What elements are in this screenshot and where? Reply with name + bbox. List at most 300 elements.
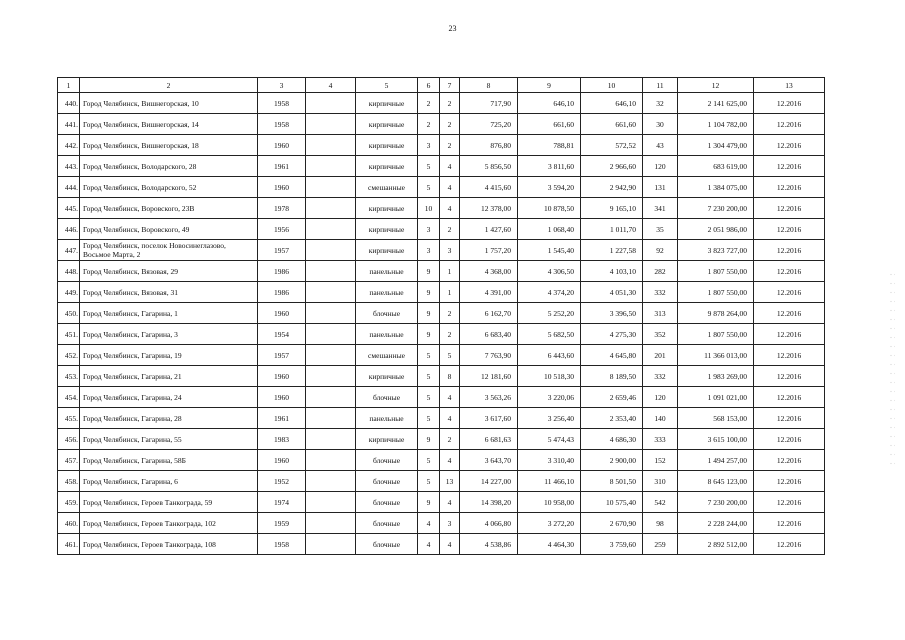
table-row: [58, 114, 825, 135]
table-row: [58, 177, 825, 198]
table-cell: 646,10: [518, 93, 581, 114]
table-cell: 1961: [258, 156, 306, 177]
table-cell: 5: [418, 345, 440, 366]
table-row: [58, 471, 825, 492]
table-cell: [306, 156, 356, 177]
table-cell: 5: [418, 471, 440, 492]
table-cell: 4: [440, 534, 460, 555]
table-cell: 725,20: [460, 114, 518, 135]
table-row: [58, 387, 825, 408]
table-cell: 568 153,00: [678, 408, 754, 429]
table-cell: 4: [440, 198, 460, 219]
table-cell: Город Челябинск, Героев Танкограда, 59: [80, 492, 258, 513]
table-cell: 1958: [258, 114, 306, 135]
table-cell: 35: [643, 219, 678, 240]
table-cell: кирпичные: [356, 198, 418, 219]
table-cell: 4: [418, 534, 440, 555]
column-number-header: 4: [306, 78, 356, 93]
column-number-header: 10: [581, 78, 643, 93]
table-cell: 11 466,10: [518, 471, 581, 492]
table-cell: 445.: [58, 198, 80, 219]
table-cell: 8: [440, 366, 460, 387]
table-cell: 6 681,63: [460, 429, 518, 450]
table-cell: 2: [418, 114, 440, 135]
table-cell: 2: [440, 303, 460, 324]
table-cell: кирпичные: [356, 114, 418, 135]
table-cell: 1 068,40: [518, 219, 581, 240]
table-cell: 10 878,50: [518, 198, 581, 219]
table-cell: 12 378,00: [460, 198, 518, 219]
table-row: [58, 534, 825, 555]
column-number-header: 7: [440, 78, 460, 93]
table-cell: 5: [418, 408, 440, 429]
table-cell: 9: [418, 429, 440, 450]
table-cell: 12.2016: [754, 261, 825, 282]
table-cell: 120: [643, 156, 678, 177]
table-cell: Город Челябинск, Гагарина, 3: [80, 324, 258, 345]
table-cell: смешанные: [356, 177, 418, 198]
table-cell: 542: [643, 492, 678, 513]
table-cell: кирпичные: [356, 135, 418, 156]
table-cell: Город Челябинск, Героев Танкограда, 108: [80, 534, 258, 555]
table-cell: 2: [440, 93, 460, 114]
table-cell: 2 670,90: [581, 513, 643, 534]
table-cell: 3: [418, 135, 440, 156]
table-cell: 1 104 782,00: [678, 114, 754, 135]
table-cell: Город Челябинск, Гагарина, 28: [80, 408, 258, 429]
table-cell: [306, 387, 356, 408]
table-cell: 9 165,10: [581, 198, 643, 219]
column-number-header: 6: [418, 78, 440, 93]
table-cell: 332: [643, 282, 678, 303]
table-cell: 4: [440, 156, 460, 177]
table-cell: смешанные: [356, 345, 418, 366]
table-cell: 12.2016: [754, 219, 825, 240]
table-cell: 1 091 021,00: [678, 387, 754, 408]
table-cell: 1986: [258, 261, 306, 282]
table-cell: 1960: [258, 450, 306, 471]
table-row: [58, 450, 825, 471]
table-cell: 4: [418, 513, 440, 534]
column-number-header: 8: [460, 78, 518, 93]
table-cell: 2 228 244,00: [678, 513, 754, 534]
table-cell: 12.2016: [754, 366, 825, 387]
column-number-header: 11: [643, 78, 678, 93]
table-cell: [306, 324, 356, 345]
table-cell: 1958: [258, 93, 306, 114]
column-number-header: 3: [258, 78, 306, 93]
table-cell: 7 230 200,00: [678, 198, 754, 219]
table-cell: 1 384 075,00: [678, 177, 754, 198]
table-cell: 1957: [258, 345, 306, 366]
table-cell: 12.2016: [754, 303, 825, 324]
table-cell: 450.: [58, 303, 80, 324]
table-cell: 4 415,60: [460, 177, 518, 198]
column-number-header: 5: [356, 78, 418, 93]
table-cell: 2: [440, 135, 460, 156]
table-cell: 454.: [58, 387, 80, 408]
table-cell: 3 256,40: [518, 408, 581, 429]
table-cell: 12.2016: [754, 534, 825, 555]
table-row: [58, 198, 825, 219]
table-cell: панельные: [356, 261, 418, 282]
table-cell: 92: [643, 240, 678, 261]
table-cell: 8 501,50: [581, 471, 643, 492]
table-cell: 443.: [58, 156, 80, 177]
table-cell: 446.: [58, 219, 80, 240]
table-cell: Город Челябинск, Гагарина, 21: [80, 366, 258, 387]
table-cell: 10 518,30: [518, 366, 581, 387]
table-cell: 1 427,60: [460, 219, 518, 240]
table-cell: 2: [418, 93, 440, 114]
table-cell: 43: [643, 135, 678, 156]
table-cell: 8 645 123,00: [678, 471, 754, 492]
table-cell: 5: [418, 387, 440, 408]
table-cell: 572,52: [581, 135, 643, 156]
table-cell: 2: [440, 219, 460, 240]
table-cell: 1960: [258, 135, 306, 156]
table-cell: 2 141 625,00: [678, 93, 754, 114]
table-cell: 10 958,00: [518, 492, 581, 513]
table-cell: 14 398,20: [460, 492, 518, 513]
table-cell: 12.2016: [754, 177, 825, 198]
table-cell: 5: [418, 156, 440, 177]
table-cell: 1983: [258, 429, 306, 450]
table-cell: 661,60: [518, 114, 581, 135]
table-cell: кирпичные: [356, 156, 418, 177]
table-cell: Город Челябинск, Гагарина, 1: [80, 303, 258, 324]
table-cell: 4 686,30: [581, 429, 643, 450]
table-cell: 4 645,80: [581, 345, 643, 366]
table-cell: 4 306,50: [518, 261, 581, 282]
table-cell: [306, 219, 356, 240]
table-cell: 452.: [58, 345, 80, 366]
table-cell: 3 594,20: [518, 177, 581, 198]
table-cell: 30: [643, 114, 678, 135]
table-cell: 457.: [58, 450, 80, 471]
table-cell: 1952: [258, 471, 306, 492]
housing-register-table: [57, 77, 825, 555]
table-cell: Город Челябинск, Вязовая, 29: [80, 261, 258, 282]
table-cell: 1 757,20: [460, 240, 518, 261]
table-cell: кирпичные: [356, 219, 418, 240]
table-cell: 12.2016: [754, 198, 825, 219]
table-cell: Город Челябинск, Гагарина, 58Б: [80, 450, 258, 471]
table-cell: 1: [440, 261, 460, 282]
table-cell: 1986: [258, 282, 306, 303]
table-cell: Город Челябинск, Гагарина, 55: [80, 429, 258, 450]
table-cell: 9 878 264,00: [678, 303, 754, 324]
table-cell: панельные: [356, 408, 418, 429]
table-cell: 2 966,60: [581, 156, 643, 177]
table-cell: 333: [643, 429, 678, 450]
table-cell: 4 103,10: [581, 261, 643, 282]
table-cell: 9: [418, 303, 440, 324]
table-cell: 282: [643, 261, 678, 282]
scan-artifact-dots: [889, 270, 895, 470]
table-cell: 5: [418, 366, 440, 387]
table-cell: 3 643,70: [460, 450, 518, 471]
table-cell: 3 823 727,00: [678, 240, 754, 261]
table-cell: 5 682,50: [518, 324, 581, 345]
table-cell: [306, 261, 356, 282]
table-cell: 5 252,20: [518, 303, 581, 324]
table-row: [58, 240, 825, 261]
table-cell: 453.: [58, 366, 80, 387]
table-cell: блочные: [356, 534, 418, 555]
table-cell: 1 227,58: [581, 240, 643, 261]
table-cell: 1954: [258, 324, 306, 345]
table-cell: 1956: [258, 219, 306, 240]
table-cell: 2 353,40: [581, 408, 643, 429]
table-cell: 1 494 257,00: [678, 450, 754, 471]
table-cell: [306, 93, 356, 114]
table-cell: 3: [440, 513, 460, 534]
table-cell: 1958: [258, 534, 306, 555]
table-cell: 3 310,40: [518, 450, 581, 471]
table-cell: 2 659,46: [581, 387, 643, 408]
table-cell: блочные: [356, 471, 418, 492]
table-cell: 1 807 550,00: [678, 324, 754, 345]
table-row: [58, 93, 825, 114]
table-cell: 3 759,60: [581, 534, 643, 555]
table-cell: 461.: [58, 534, 80, 555]
table-row: [58, 282, 825, 303]
table-cell: блочные: [356, 450, 418, 471]
table-cell: 352: [643, 324, 678, 345]
table-cell: 7 230 200,00: [678, 492, 754, 513]
table-cell: Город Челябинск, Гагарина, 6: [80, 471, 258, 492]
table-cell: 661,60: [581, 114, 643, 135]
table-cell: 458.: [58, 471, 80, 492]
table-cell: Город Челябинск, Вишнегорская, 10: [80, 93, 258, 114]
table-cell: 3 396,50: [581, 303, 643, 324]
table-cell: Город Челябинск, Воровского, 23В: [80, 198, 258, 219]
table-cell: 11 366 013,00: [678, 345, 754, 366]
table-cell: панельные: [356, 282, 418, 303]
table-cell: 2 892 512,00: [678, 534, 754, 555]
table-cell: 341: [643, 198, 678, 219]
table-cell: [306, 240, 356, 261]
table-cell: 3 272,20: [518, 513, 581, 534]
table-cell: 12.2016: [754, 93, 825, 114]
table-cell: 12.2016: [754, 324, 825, 345]
table-cell: 9: [418, 282, 440, 303]
table-cell: 4 066,80: [460, 513, 518, 534]
table-cell: 5: [418, 450, 440, 471]
table-cell: 448.: [58, 261, 80, 282]
column-number-header: 1: [58, 78, 80, 93]
table-cell: 4: [440, 450, 460, 471]
table-row: [58, 513, 825, 534]
table-cell: [306, 513, 356, 534]
table-cell: 12.2016: [754, 429, 825, 450]
table-cell: 12.2016: [754, 408, 825, 429]
table-cell: [306, 450, 356, 471]
table-cell: 12 181,60: [460, 366, 518, 387]
table-cell: 3: [440, 240, 460, 261]
table-cell: 3: [418, 240, 440, 261]
table-cell: 447.: [58, 240, 80, 261]
page-number: 23: [448, 24, 457, 33]
table-cell: 4 275,30: [581, 324, 643, 345]
table-cell: блочные: [356, 513, 418, 534]
table-cell: 456.: [58, 429, 80, 450]
table-cell: 5: [418, 177, 440, 198]
table-cell: 12.2016: [754, 450, 825, 471]
table-cell: 120: [643, 387, 678, 408]
table-row: [58, 219, 825, 240]
table-cell: 1 983 269,00: [678, 366, 754, 387]
table-cell: 441.: [58, 114, 80, 135]
table-cell: 10: [418, 198, 440, 219]
table-cell: [306, 534, 356, 555]
table-cell: 1961: [258, 408, 306, 429]
table-cell: Город Челябинск, Воровского, 49: [80, 219, 258, 240]
table-cell: 4 464,30: [518, 534, 581, 555]
table-cell: 12.2016: [754, 513, 825, 534]
table-cell: 4: [440, 408, 460, 429]
table-cell: 5 474,43: [518, 429, 581, 450]
table-cell: [306, 471, 356, 492]
table-cell: 1 545,40: [518, 240, 581, 261]
table-cell: Город Челябинск, Героев Танкограда, 102: [80, 513, 258, 534]
table-cell: кирпичные: [356, 429, 418, 450]
table-cell: 1960: [258, 366, 306, 387]
table-cell: 444.: [58, 177, 80, 198]
table-cell: блочные: [356, 387, 418, 408]
table-cell: 12.2016: [754, 387, 825, 408]
table-cell: 9: [418, 261, 440, 282]
table-cell: 5 856,50: [460, 156, 518, 177]
table-cell: 9: [418, 324, 440, 345]
table-cell: [306, 135, 356, 156]
table-cell: 201: [643, 345, 678, 366]
table-cell: 12.2016: [754, 471, 825, 492]
table-row: [58, 135, 825, 156]
table-cell: 2 942,90: [581, 177, 643, 198]
table-cell: 12.2016: [754, 345, 825, 366]
table-cell: 152: [643, 450, 678, 471]
table-cell: 12.2016: [754, 282, 825, 303]
column-number-header: 13: [754, 78, 825, 93]
table-cell: 460.: [58, 513, 80, 534]
table-row: [58, 261, 825, 282]
table-row: [58, 345, 825, 366]
table-cell: 131: [643, 177, 678, 198]
table-cell: 442.: [58, 135, 80, 156]
table-cell: 2: [440, 114, 460, 135]
table-cell: 2 051 986,00: [678, 219, 754, 240]
table-cell: 5: [440, 345, 460, 366]
table-row: [58, 492, 825, 513]
table-cell: [306, 408, 356, 429]
table-cell: 459.: [58, 492, 80, 513]
table-cell: [306, 282, 356, 303]
table-cell: 140: [643, 408, 678, 429]
table-cell: 3: [418, 219, 440, 240]
table-cell: 4: [440, 387, 460, 408]
table-cell: 4 391,00: [460, 282, 518, 303]
table-cell: 1: [440, 282, 460, 303]
table-row: [58, 324, 825, 345]
table-cell: Город Челябинск, Вишнегорская, 18: [80, 135, 258, 156]
table-cell: Город Челябинск, Вишнегорская, 14: [80, 114, 258, 135]
table-cell: 1 304 479,00: [678, 135, 754, 156]
table-cell: [306, 429, 356, 450]
table-row: [58, 408, 825, 429]
table-cell: 1 011,70: [581, 219, 643, 240]
table-cell: кирпичные: [356, 240, 418, 261]
table-cell: Город Челябинск, Гагарина, 19: [80, 345, 258, 366]
table-cell: 332: [643, 366, 678, 387]
table-cell: Город Челябинск, Володарского, 28: [80, 156, 258, 177]
table-cell: 683 619,00: [678, 156, 754, 177]
table-cell: 12.2016: [754, 156, 825, 177]
column-number-header: 9: [518, 78, 581, 93]
table-row: [58, 303, 825, 324]
table-cell: 3 563,26: [460, 387, 518, 408]
table-cell: 4 051,30: [581, 282, 643, 303]
header-row: [58, 78, 825, 93]
table-cell: 7 763,90: [460, 345, 518, 366]
table-cell: [306, 177, 356, 198]
table-cell: [306, 114, 356, 135]
table-cell: 12.2016: [754, 240, 825, 261]
table-cell: 2 900,00: [581, 450, 643, 471]
table-cell: 9: [418, 492, 440, 513]
table-row: [58, 156, 825, 177]
table-cell: 4 368,00: [460, 261, 518, 282]
table-cell: 788,81: [518, 135, 581, 156]
table-cell: 1978: [258, 198, 306, 219]
table-cell: 12.2016: [754, 114, 825, 135]
table-cell: Город Челябинск, Володарского, 52: [80, 177, 258, 198]
table-row: [58, 366, 825, 387]
table-cell: 1957: [258, 240, 306, 261]
table-cell: 876,80: [460, 135, 518, 156]
table-cell: 10 575,40: [581, 492, 643, 513]
table-cell: 440.: [58, 93, 80, 114]
table-cell: 2: [440, 429, 460, 450]
table-cell: 449.: [58, 282, 80, 303]
table-cell: 1959: [258, 513, 306, 534]
column-number-header: 2: [80, 78, 258, 93]
table-cell: 646,10: [581, 93, 643, 114]
table-cell: 6 683,40: [460, 324, 518, 345]
table-cell: 259: [643, 534, 678, 555]
table-cell: кирпичные: [356, 366, 418, 387]
table-cell: 6 443,60: [518, 345, 581, 366]
table-cell: 14 227,00: [460, 471, 518, 492]
table-cell: [306, 303, 356, 324]
table-cell: 1960: [258, 177, 306, 198]
table-cell: панельные: [356, 324, 418, 345]
table-cell: 3 811,60: [518, 156, 581, 177]
table-cell: Город Челябинск, поселок Новосинеглазово, Восьмое Марта, 2: [80, 240, 258, 261]
table-cell: 313: [643, 303, 678, 324]
table-cell: 3 220,06: [518, 387, 581, 408]
table-cell: 4 538,86: [460, 534, 518, 555]
table-cell: 12.2016: [754, 135, 825, 156]
table-cell: 4: [440, 492, 460, 513]
table-cell: 1 807 550,00: [678, 261, 754, 282]
table-cell: 310: [643, 471, 678, 492]
table-cell: 8 189,50: [581, 366, 643, 387]
table-cell: блочные: [356, 492, 418, 513]
table-cell: Город Челябинск, Вязовая, 31: [80, 282, 258, 303]
table-cell: блочные: [356, 303, 418, 324]
